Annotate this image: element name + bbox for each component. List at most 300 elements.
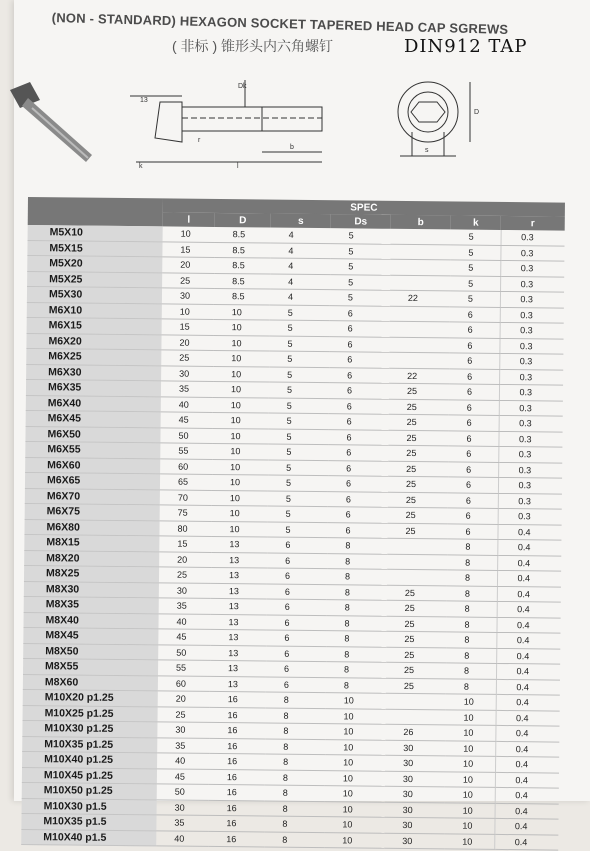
cell-k: 6	[448, 477, 498, 493]
cell-b: 25	[388, 507, 448, 523]
cell-r: 0.3	[498, 431, 562, 447]
cell-b	[387, 569, 447, 585]
end-view-drawing	[398, 82, 470, 156]
cell-k: 5	[451, 229, 501, 245]
cell-ds: 5	[330, 290, 390, 306]
cell-s: 5	[267, 522, 327, 538]
cell-r: 0.4	[495, 756, 559, 772]
cell-ds: 6	[327, 522, 387, 538]
cell-k: 10	[444, 818, 494, 834]
title-chinese: ( 非标 ) 锥形头内六角螺钉	[172, 38, 333, 54]
cell-r: 0.3	[499, 338, 563, 354]
cell-d: 13	[211, 552, 267, 568]
cell-ds: 6	[329, 414, 389, 430]
col-header-s: s	[271, 214, 331, 229]
cell-b: 25	[388, 461, 448, 477]
cell-b: 25	[386, 647, 446, 663]
cell-l: 40	[156, 830, 208, 846]
cell-k: 8	[447, 570, 497, 586]
cell-r: 0.3	[499, 400, 563, 416]
dim-d: D	[474, 109, 480, 116]
cell-d: 10	[213, 412, 269, 428]
cell-ds: 10	[325, 724, 385, 740]
cell-s: 5	[268, 444, 328, 460]
cell-b: 25	[388, 430, 448, 446]
cell-l: 30	[157, 799, 209, 815]
cell-s: 5	[270, 305, 330, 321]
cell-d: 13	[210, 629, 266, 645]
model-cell: M8X60	[23, 674, 158, 691]
cell-k: 6	[447, 523, 497, 539]
cell-b: 22	[390, 290, 450, 306]
col-header-k: k	[451, 215, 501, 230]
cell-d: 10	[212, 490, 268, 506]
cell-k: 6	[448, 461, 498, 477]
cell-b: 26	[385, 724, 445, 740]
cell-k: 8	[447, 539, 497, 555]
cell-k: 6	[449, 353, 499, 369]
cell-b: 25	[388, 476, 448, 492]
cell-s: 8	[264, 832, 324, 848]
cell-l: 40	[157, 753, 209, 769]
cell-l: 65	[160, 474, 212, 490]
cell-d: 16	[209, 722, 265, 738]
cell-d: 16	[209, 753, 265, 769]
model-cell: M6X60	[25, 457, 160, 474]
cell-l: 15	[162, 319, 214, 335]
cell-ds: 10	[325, 801, 385, 817]
cell-d: 10	[212, 459, 268, 475]
model-cell: M5X30	[27, 286, 162, 303]
cell-k: 6	[448, 492, 498, 508]
cell-d: 10	[212, 474, 268, 490]
cell-l: 45	[157, 768, 209, 784]
cell-d: 13	[210, 676, 266, 692]
model-cell: M8X40	[23, 612, 158, 629]
cell-ds: 6	[328, 460, 388, 476]
cell-s: 5	[268, 475, 328, 491]
cell-ds: 8	[326, 646, 386, 662]
cell-r: 0.3	[500, 291, 564, 307]
cell-ds: 10	[325, 786, 385, 802]
cell-b: 25	[386, 616, 446, 632]
cell-d: 10	[213, 397, 269, 413]
cell-l: 50	[157, 784, 209, 800]
cell-k: 6	[449, 368, 499, 384]
cell-l: 75	[160, 505, 212, 521]
cell-k: 8	[446, 616, 496, 632]
cell-r: 0.4	[497, 586, 561, 602]
cell-b: 22	[389, 368, 449, 384]
cell-l: 10	[162, 303, 214, 319]
cell-l: 10	[163, 226, 215, 242]
cell-s: 8	[265, 723, 325, 739]
cell-b	[390, 306, 450, 322]
title-english: (NON - STANDARD) HEXAGON SOCKET TAPERED HEAD CAP SGREWS	[51, 10, 509, 37]
cell-d: 10	[213, 335, 269, 351]
cell-r: 0.3	[498, 446, 562, 462]
model-cell: M8X20	[24, 550, 159, 567]
cell-k: 6	[448, 430, 498, 446]
cell-r: 0.3	[500, 276, 564, 292]
cell-r: 0.4	[497, 539, 561, 555]
cell-k: 6	[448, 508, 498, 524]
cell-r: 0.4	[496, 648, 560, 664]
cell-d: 13	[211, 598, 267, 614]
cell-d: 16	[209, 800, 265, 816]
cell-d: 13	[211, 536, 267, 552]
cell-d: 16	[210, 691, 266, 707]
cell-s: 5	[268, 491, 328, 507]
cell-k: 10	[445, 725, 495, 741]
model-cell: M10X35 p1.5	[21, 813, 156, 830]
cell-s: 5	[269, 382, 329, 398]
cell-b	[386, 693, 446, 709]
cell-l: 55	[158, 660, 210, 676]
dim-r: r	[198, 137, 201, 144]
cell-b	[390, 275, 450, 291]
cell-k: 8	[446, 632, 496, 648]
cell-k: 6	[449, 415, 499, 431]
cell-r: 0.4	[497, 524, 561, 540]
cell-l: 80	[159, 520, 211, 536]
cell-b: 25	[387, 600, 447, 616]
cell-k: 5	[450, 244, 500, 260]
cell-r: 0.4	[495, 710, 559, 726]
cell-l: 15	[159, 536, 211, 552]
cell-b: 30	[385, 802, 445, 818]
cell-b: 25	[388, 492, 448, 508]
col-header-r: r	[501, 216, 565, 231]
cell-b	[390, 244, 450, 260]
header-spec: SPEC	[163, 198, 565, 216]
cell-k: 8	[447, 585, 497, 601]
cell-s: 6	[266, 630, 326, 646]
model-cell: M10X50 p1.25	[22, 782, 157, 799]
model-cell: M5X20	[27, 255, 162, 272]
cell-ds: 5	[331, 228, 391, 244]
cell-s: 4	[270, 274, 330, 290]
cell-b: 30	[384, 833, 444, 849]
cell-b: 25	[389, 399, 449, 415]
model-cell: M10X35 p1.25	[22, 736, 157, 753]
model-cell: M6X50	[25, 426, 160, 443]
cell-r: 0.3	[500, 307, 564, 323]
cell-k: 8	[446, 663, 496, 679]
cell-r: 0.4	[495, 772, 559, 788]
cell-d: 16	[208, 815, 264, 831]
cell-s: 5	[269, 367, 329, 383]
cell-b: 30	[385, 786, 445, 802]
cell-k: 5	[450, 275, 500, 291]
cell-k: 10	[446, 694, 496, 710]
cell-s: 8	[266, 692, 326, 708]
cell-ds: 8	[327, 584, 387, 600]
model-cell: M6X35	[26, 379, 161, 396]
cell-ds: 10	[325, 755, 385, 771]
cell-s: 8	[265, 785, 325, 801]
cell-ds: 5	[330, 274, 390, 290]
model-cell: M10X20 p1.25	[23, 689, 158, 706]
col-header-d: D	[215, 213, 271, 228]
cell-l: 25	[162, 272, 214, 288]
cell-d: 16	[209, 769, 265, 785]
cell-ds: 6	[328, 476, 388, 492]
cell-k: 8	[447, 554, 497, 570]
model-cell: M6X25	[26, 348, 161, 365]
cell-b	[389, 352, 449, 368]
cell-ds: 6	[328, 429, 388, 445]
cell-l: 30	[162, 288, 214, 304]
cell-r: 0.4	[497, 601, 561, 617]
col-header-b: b	[391, 215, 451, 230]
model-cell: M6X65	[25, 472, 160, 489]
cell-s: 5	[268, 429, 328, 445]
model-cell: M6X80	[24, 519, 159, 536]
standard-label: DIN912 TAP	[404, 36, 528, 57]
model-cell: M8X30	[24, 581, 159, 598]
cell-l: 20	[158, 691, 210, 707]
cell-r: 0.3	[501, 230, 565, 246]
header-model-cell	[28, 197, 163, 226]
cell-ds: 10	[326, 708, 386, 724]
cell-ds: 10	[324, 817, 384, 833]
cell-l: 25	[161, 350, 213, 366]
cell-b: 25	[386, 662, 446, 678]
cell-k: 10	[444, 833, 494, 849]
cell-ds: 6	[329, 383, 389, 399]
cell-b	[387, 554, 447, 570]
screw-photo-icon	[10, 82, 92, 162]
cell-s: 6	[267, 553, 327, 569]
cell-b: 30	[384, 817, 444, 833]
cell-ds: 6	[329, 398, 389, 414]
cell-r: 0.3	[498, 462, 562, 478]
cell-l: 35	[156, 815, 208, 831]
cell-d: 16	[208, 831, 264, 847]
cell-s: 6	[266, 646, 326, 662]
model-cell: M10X40 p1.25	[22, 751, 157, 768]
cell-b: 30	[385, 771, 445, 787]
cell-l: 50	[160, 427, 212, 443]
cell-b: 25	[389, 414, 449, 430]
cell-r: 0.3	[500, 322, 564, 338]
cell-ds: 10	[326, 693, 386, 709]
cell-r: 0.4	[494, 834, 558, 850]
cell-l: 55	[160, 443, 212, 459]
cell-r: 0.4	[496, 632, 560, 648]
cell-ds: 10	[325, 770, 385, 786]
cell-l: 25	[159, 567, 211, 583]
cell-d: 10	[214, 304, 270, 320]
cell-b	[391, 229, 451, 245]
cell-r: 0.4	[496, 694, 560, 710]
cell-k: 8	[446, 678, 496, 694]
model-cell: M10X25 p1.25	[23, 705, 158, 722]
cell-l: 50	[158, 644, 210, 660]
cell-k: 6	[450, 322, 500, 338]
cell-s: 5	[269, 336, 329, 352]
cell-d: 16	[210, 707, 266, 723]
cell-b	[389, 337, 449, 353]
cell-s: 6	[267, 537, 327, 553]
cell-s: 8	[265, 770, 325, 786]
cell-k: 6	[449, 337, 499, 353]
cell-ds: 8	[326, 631, 386, 647]
cell-k: 10	[445, 802, 495, 818]
cell-l: 35	[161, 381, 213, 397]
cell-d: 10	[213, 366, 269, 382]
cell-s: 5	[270, 320, 330, 336]
cell-s: 4	[270, 289, 330, 305]
cell-d: 8.5	[214, 288, 270, 304]
cell-r: 0.3	[500, 245, 564, 261]
model-cell: M6X45	[26, 410, 161, 427]
model-cell: M8X50	[23, 643, 158, 660]
model-cell: M6X10	[27, 302, 162, 319]
cell-d: 8.5	[214, 257, 270, 273]
cell-k: 10	[445, 787, 495, 803]
cell-b: 25	[387, 523, 447, 539]
cell-d: 8.5	[214, 242, 270, 258]
cell-l: 20	[162, 257, 214, 273]
model-cell: M10X45 p1.25	[22, 767, 157, 784]
cell-l: 45	[158, 629, 210, 645]
cell-r: 0.3	[499, 415, 563, 431]
cell-s: 6	[266, 677, 326, 693]
cell-k: 10	[445, 709, 495, 725]
cell-s: 4	[270, 243, 330, 259]
cell-b	[390, 259, 450, 275]
cell-b: 25	[387, 585, 447, 601]
cell-ds: 6	[330, 305, 390, 321]
cell-ds: 6	[328, 507, 388, 523]
cell-b: 30	[385, 740, 445, 756]
cell-k: 10	[445, 771, 495, 787]
col-header-l: l	[163, 212, 215, 227]
cell-s: 8	[265, 801, 325, 817]
cell-s: 4	[271, 228, 331, 244]
cell-l: 35	[159, 598, 211, 614]
cell-k: 6	[448, 446, 498, 462]
cell-d: 13	[210, 645, 266, 661]
cell-k: 6	[449, 384, 499, 400]
cell-d: 16	[209, 738, 265, 754]
model-cell: M10X40 p1.5	[21, 829, 156, 846]
cell-k: 8	[447, 601, 497, 617]
cell-l: 70	[160, 489, 212, 505]
model-cell: M6X20	[26, 333, 161, 350]
cell-r: 0.4	[496, 679, 560, 695]
dim-l: l	[237, 163, 239, 170]
cell-k: 6	[449, 399, 499, 415]
model-cell: M6X70	[25, 488, 160, 505]
dim-k: k	[139, 163, 143, 170]
cell-r: 0.3	[499, 353, 563, 369]
cell-l: 30	[157, 722, 209, 738]
cell-ds: 6	[329, 352, 389, 368]
cell-l: 30	[161, 365, 213, 381]
model-cell: M8X45	[23, 627, 158, 644]
cell-l: 35	[157, 737, 209, 753]
cell-l: 15	[162, 241, 214, 257]
cell-b: 25	[389, 383, 449, 399]
cell-r: 0.4	[495, 741, 559, 757]
cell-l: 60	[158, 675, 210, 691]
cell-d: 10	[213, 350, 269, 366]
dim-s: s	[425, 147, 429, 154]
cell-s: 5	[269, 398, 329, 414]
cell-r: 0.3	[498, 477, 562, 493]
cell-r: 0.3	[498, 508, 562, 524]
cell-b: 25	[388, 445, 448, 461]
cell-r: 0.4	[495, 787, 559, 803]
model-cell: M6X40	[26, 395, 161, 412]
cell-b	[390, 321, 450, 337]
cell-b: 30	[385, 755, 445, 771]
cell-r: 0.3	[500, 260, 564, 276]
cell-s: 8	[266, 708, 326, 724]
cell-s: 8	[265, 754, 325, 770]
cell-d: 8.5	[214, 273, 270, 289]
cell-s: 5	[268, 506, 328, 522]
cell-k: 10	[445, 756, 495, 772]
cell-d: 16	[209, 784, 265, 800]
cell-d: 10	[212, 505, 268, 521]
model-cell: M6X55	[25, 441, 160, 458]
cell-ds: 8	[326, 662, 386, 678]
cell-d: 8.5	[215, 227, 271, 243]
cell-ds: 8	[327, 600, 387, 616]
cell-k: 6	[450, 306, 500, 322]
dim-dk: Dk	[238, 83, 247, 90]
cell-s: 5	[269, 351, 329, 367]
cell-ds: 6	[328, 491, 388, 507]
cell-r: 0.3	[498, 493, 562, 509]
dim-b: b	[290, 144, 294, 151]
cell-l: 40	[161, 396, 213, 412]
cell-s: 6	[267, 599, 327, 615]
cell-s: 8	[264, 816, 324, 832]
model-cell: M8X35	[24, 596, 159, 613]
cell-b	[385, 709, 445, 725]
cell-r: 0.4	[496, 663, 560, 679]
cell-r: 0.4	[495, 803, 559, 819]
cell-l: 25	[158, 706, 210, 722]
model-cell: M6X15	[27, 317, 162, 334]
cell-l: 20	[161, 334, 213, 350]
spec-table	[21, 197, 565, 851]
model-cell: M5X15	[27, 240, 162, 257]
cell-ds: 10	[325, 739, 385, 755]
cell-d: 13	[210, 614, 266, 630]
cell-d: 10	[212, 443, 268, 459]
dim-13: 13	[140, 97, 148, 104]
cell-ds: 8	[327, 538, 387, 554]
model-cell: M10X30 p1.25	[22, 720, 157, 737]
cell-r: 0.3	[499, 384, 563, 400]
cell-b: 25	[386, 631, 446, 647]
cell-ds: 8	[327, 569, 387, 585]
cell-k: 5	[450, 291, 500, 307]
model-cell: M6X75	[25, 503, 160, 520]
cell-d: 10	[214, 319, 270, 335]
cell-s: 6	[267, 584, 327, 600]
cell-s: 6	[267, 568, 327, 584]
cell-l: 60	[160, 458, 212, 474]
cell-r: 0.4	[496, 617, 560, 633]
cell-l: 20	[159, 551, 211, 567]
